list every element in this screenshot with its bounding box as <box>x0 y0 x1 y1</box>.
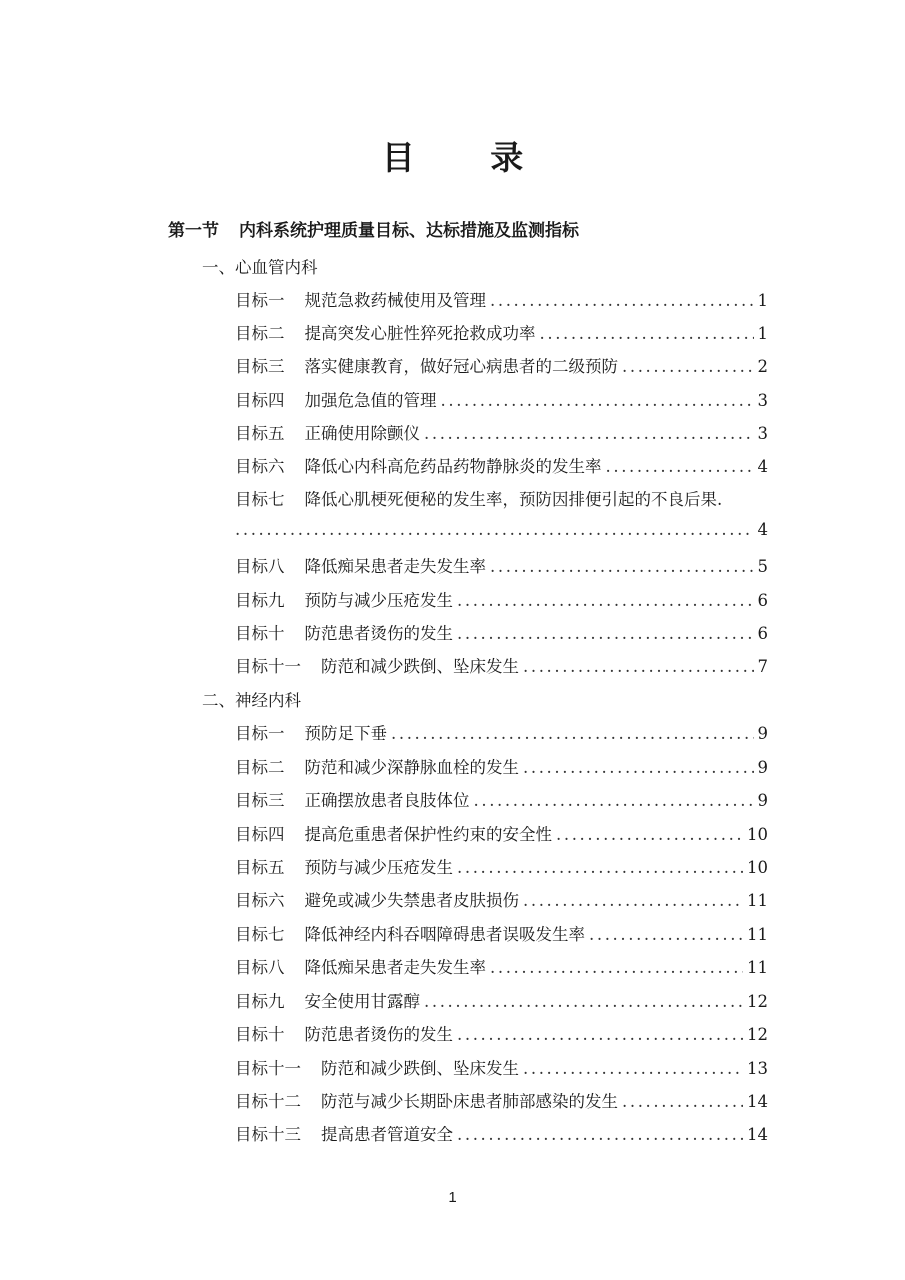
toc-entry[interactable] <box>235 353 768 377</box>
entry-text: 防范和减少跌倒、坠床发生 <box>321 657 519 676</box>
section-title: 内科系统护理质量目标、达标措施及监测指标 <box>239 221 579 241</box>
toc-entry[interactable] <box>235 287 768 311</box>
entry-page: 3 <box>757 424 768 443</box>
entry-label: 目标六 <box>235 457 285 476</box>
category-heading: 二、神经内科 <box>202 691 301 710</box>
entry-text: 避免或减少失禁患者皮肤损伤 <box>304 891 519 910</box>
entry-page: 10 <box>747 858 768 877</box>
entry-text: 降低神经内科吞咽障碍患者误吸发生率 <box>304 925 585 944</box>
toc-entry[interactable] <box>235 787 768 811</box>
category-heading: 一、心血管内科 <box>202 258 318 277</box>
toc-entry[interactable] <box>235 988 768 1012</box>
toc-entry[interactable] <box>235 553 768 577</box>
toc-entry[interactable] <box>235 954 768 978</box>
dot-leader <box>606 457 754 476</box>
entry-label: 目标十二 <box>235 1092 301 1111</box>
entry-page: 4 <box>757 520 768 539</box>
dot-leader <box>457 624 754 643</box>
entry-page: 4 <box>757 457 768 476</box>
dot-leader <box>523 657 754 676</box>
dot-leader <box>523 891 743 910</box>
entry-page: 13 <box>747 1059 768 1078</box>
entry-page: 1 <box>757 324 768 343</box>
entry-page: 6 <box>757 591 768 610</box>
toc-entry[interactable] <box>235 420 768 444</box>
toc-entry-continuation[interactable] <box>235 520 768 544</box>
dot-leader <box>490 557 754 576</box>
entry-label: 目标十 <box>235 1025 285 1044</box>
entry-text: 防范患者烫伤的发生 <box>304 1025 453 1044</box>
entry-label: 目标八 <box>235 557 285 576</box>
entry-text: 提高危重患者保护性约束的安全性 <box>304 825 552 844</box>
toc-entry[interactable] <box>235 653 768 677</box>
toc-entry[interactable] <box>235 720 768 744</box>
entry-page: 9 <box>757 791 768 810</box>
toc-entry[interactable] <box>235 486 768 510</box>
entry-text: 落实健康教育，做好冠心病患者的二级预防 <box>304 357 618 376</box>
entry-page: 9 <box>757 758 768 777</box>
entry-text: 加强危急值的管理 <box>304 391 437 410</box>
entry-page: 11 <box>747 891 768 910</box>
toc-entry[interactable] <box>235 620 768 644</box>
entry-label: 目标五 <box>235 858 285 877</box>
dot-leader <box>441 391 754 410</box>
toc-entry[interactable] <box>235 1121 768 1145</box>
section-heading <box>168 216 579 241</box>
entry-text: 降低心内科高危药品药物静脉炎的发生率 <box>304 457 602 476</box>
entry-text: 正确摆放患者良肢体位 <box>304 791 470 810</box>
entry-label: 目标七 <box>235 925 285 944</box>
entry-label: 目标六 <box>235 891 285 910</box>
dot-leader <box>457 591 754 610</box>
entry-text: 提高患者管道安全 <box>321 1125 453 1144</box>
entry-label: 目标四 <box>235 825 285 844</box>
dot-leader <box>235 520 754 539</box>
dot-leader <box>523 1059 743 1078</box>
toc-entry[interactable] <box>235 1055 768 1079</box>
entry-page: 1 <box>757 291 768 310</box>
entry-page: 3 <box>757 391 768 410</box>
dot-leader <box>523 758 754 777</box>
entry-text: 安全使用甘露醇 <box>304 992 420 1011</box>
dot-leader <box>622 357 754 376</box>
dot-leader <box>540 324 754 343</box>
entry-label: 目标一 <box>235 291 285 310</box>
dot-leader <box>556 825 743 844</box>
entry-page: 7 <box>757 657 768 676</box>
entry-label: 目标四 <box>235 391 285 410</box>
entry-page: 11 <box>747 958 768 977</box>
dot-leader <box>490 958 743 977</box>
toc-entry[interactable] <box>235 854 768 878</box>
entry-page: 2 <box>757 357 768 376</box>
entry-text: 预防足下垂 <box>304 724 387 743</box>
entry-page: 6 <box>757 624 768 643</box>
entry-label: 目标三 <box>235 357 285 376</box>
dot-leader <box>457 1125 743 1144</box>
entry-text: 防范和减少深静脉血栓的发生 <box>304 758 519 777</box>
dot-leader <box>424 424 754 443</box>
dot-leader <box>622 1092 743 1111</box>
entry-label: 目标十一 <box>235 657 301 676</box>
toc-entry[interactable] <box>235 387 768 411</box>
entry-label: 目标十一 <box>235 1059 301 1078</box>
entry-text: 防范与减少长期卧床患者肺部感染的发生 <box>321 1092 618 1111</box>
entry-text: 提高突发心脏性猝死抢救成功率 <box>304 324 536 343</box>
dot-leader <box>589 925 743 944</box>
entry-page: 14 <box>747 1092 768 1111</box>
dot-leader <box>391 724 754 743</box>
entry-text: 降低痴呆患者走失发生率 <box>304 557 486 576</box>
toc-entry[interactable] <box>235 453 768 477</box>
entry-text: 预防与减少压疮发生 <box>304 591 453 610</box>
entry-text: 防范和减少跌倒、坠床发生 <box>321 1059 519 1078</box>
entry-page: 12 <box>747 992 768 1011</box>
entry-text: 正确使用除颤仪 <box>304 424 420 443</box>
dot-leader <box>424 992 743 1011</box>
toc-title: 目 录 <box>381 138 556 177</box>
entry-label: 目标九 <box>235 591 285 610</box>
toc-entry[interactable] <box>235 1088 768 1112</box>
entry-page: 14 <box>747 1125 768 1144</box>
entry-text: 降低痴呆患者走失发生率 <box>304 958 486 977</box>
entry-text: 预防与减少压疮发生 <box>304 858 453 877</box>
toc-entry[interactable] <box>235 921 768 945</box>
entry-page: 5 <box>757 557 768 576</box>
entry-label: 目标十三 <box>235 1125 301 1144</box>
entry-label: 目标五 <box>235 424 285 443</box>
toc-entry[interactable] <box>235 887 768 911</box>
page-number: 1 <box>448 1189 457 1206</box>
entry-label: 目标一 <box>235 724 285 743</box>
entry-text: 降低心肌梗死便秘的发生率，预防因排便引起的不良后果. <box>304 490 723 509</box>
entry-label: 目标七 <box>235 490 285 509</box>
entry-text: 规范急救药械使用及管理 <box>304 291 486 310</box>
dot-leader <box>474 791 754 810</box>
entry-label: 目标三 <box>235 791 285 810</box>
toc-entry[interactable] <box>235 587 768 611</box>
dot-leader <box>457 858 743 877</box>
entry-label: 目标二 <box>235 324 285 343</box>
dot-leader <box>490 291 754 310</box>
entry-page: 9 <box>757 724 768 743</box>
section-number: 第一节 <box>168 221 219 241</box>
toc-entry[interactable] <box>235 320 768 344</box>
entry-page: 12 <box>747 1025 768 1044</box>
toc-entry[interactable] <box>235 1021 768 1045</box>
toc-entry[interactable] <box>235 821 768 845</box>
entry-label: 目标九 <box>235 992 285 1011</box>
entry-label: 目标八 <box>235 958 285 977</box>
entry-label: 目标十 <box>235 624 285 643</box>
entry-label: 目标二 <box>235 758 285 777</box>
entry-text: 防范患者烫伤的发生 <box>304 624 453 643</box>
entry-page: 10 <box>747 825 768 844</box>
dot-leader <box>457 1025 743 1044</box>
toc-entry[interactable] <box>235 754 768 778</box>
entry-page: 11 <box>747 925 768 944</box>
